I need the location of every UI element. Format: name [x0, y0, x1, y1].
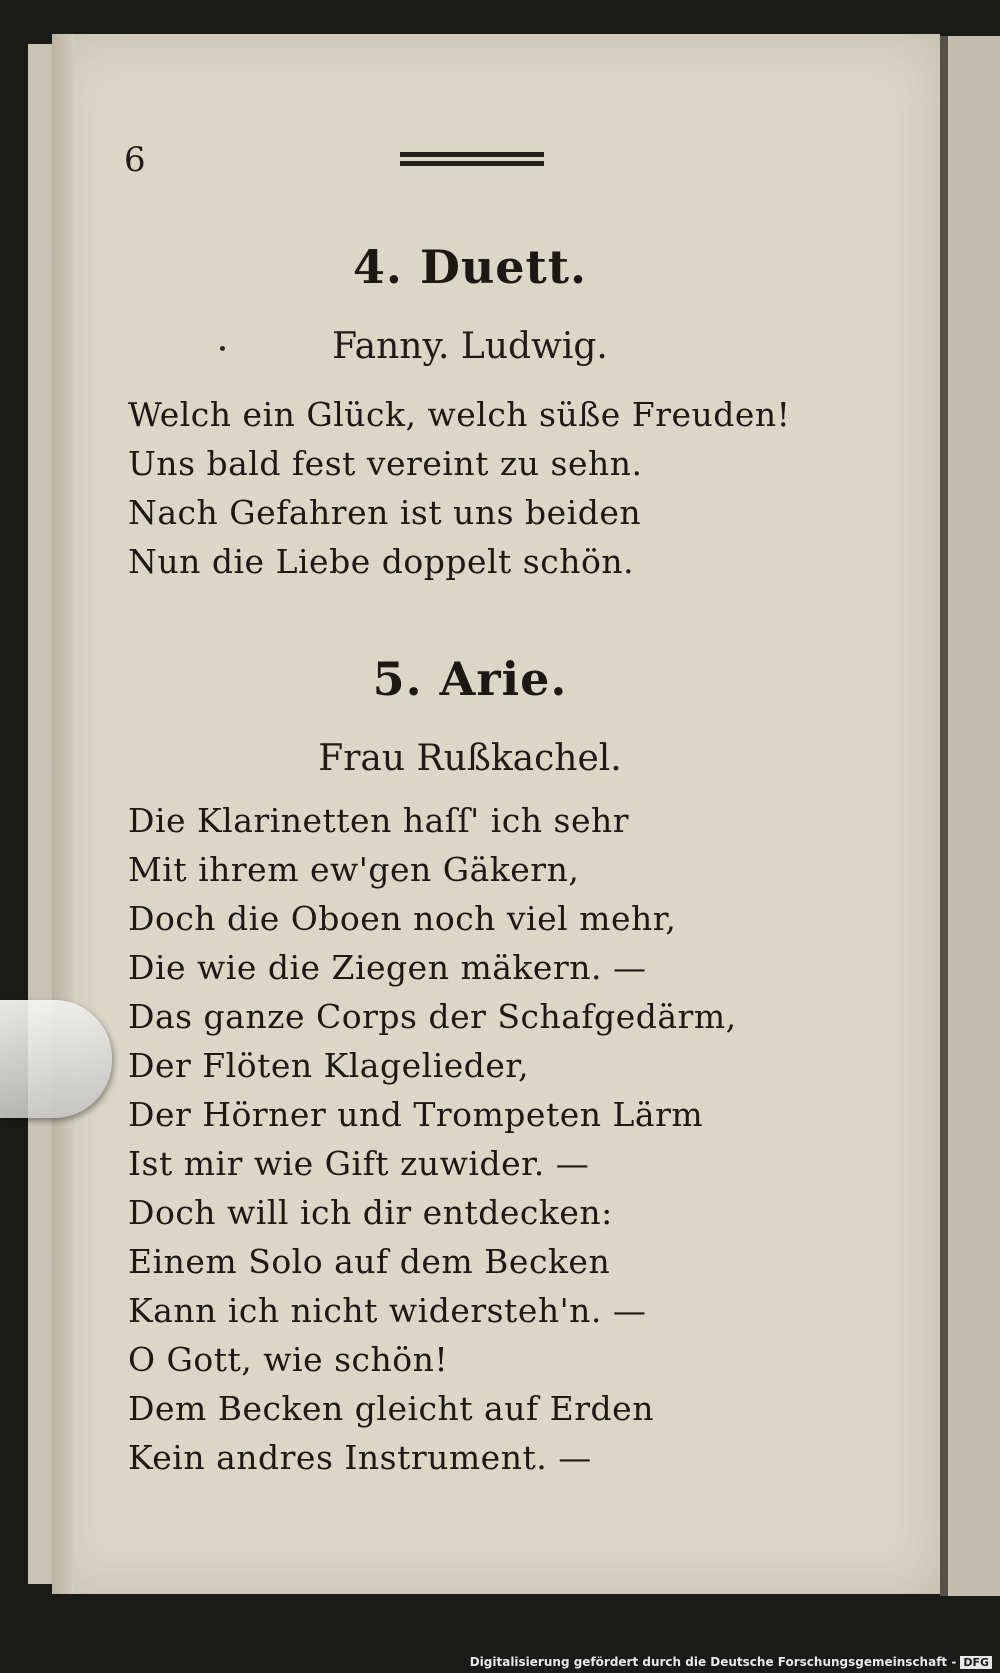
- credit-text: Digitalisierung gefördert durch die Deutsche Forschungsgemeinschaft -: [469, 1655, 957, 1669]
- header-rule-bar: [400, 152, 544, 157]
- verse-line: Dem Becken gleicht auf Erden: [128, 1389, 654, 1428]
- verse-line: Das ganze Corps der Schafgedärm,: [128, 997, 737, 1036]
- header-rule: [400, 152, 544, 168]
- verse-duet: [128, 390, 790, 586]
- verse-aria: [128, 796, 737, 1482]
- adjacent-page-edge: [940, 36, 1000, 1596]
- verse-line: Nun die Liebe doppelt schön.: [128, 542, 635, 581]
- verse-line: Mit ihrem ew'gen Gäkern,: [128, 850, 580, 889]
- verse-line: Kann ich nicht widersteh'n. —: [128, 1291, 647, 1330]
- verse-line: Die Klarinetten haſſ' ich sehr: [128, 801, 630, 840]
- verse-line: Der Flöten Klagelieder,: [128, 1046, 530, 1085]
- section-speaker-duet: Fanny. Ludwig.: [332, 326, 608, 367]
- verse-line: Doch will ich dir entdecken:: [128, 1193, 613, 1232]
- verse-line: Der Hörner und Trompeten Lärm: [128, 1095, 704, 1134]
- section-heading-aria: 5. Arie.: [372, 652, 568, 706]
- verse-line: Kein andres Instrument. —: [128, 1438, 592, 1477]
- verse-line: Ist mir wie Gift zuwider. —: [128, 1144, 590, 1183]
- dfg-logo: DFG: [960, 1656, 992, 1669]
- verse-line: O Gott, wie schön!: [128, 1340, 449, 1379]
- verse-line: Doch die Oboen noch viel mehr,: [128, 899, 677, 938]
- verse-line: Uns bald fest vereint zu sehn.: [128, 444, 643, 483]
- header-rule-bar: [400, 161, 544, 166]
- page-edge-shadow: [940, 36, 948, 1596]
- verse-line: Einem Solo auf dem Becken: [128, 1242, 611, 1281]
- verse-line: Welch ein Glück, welch süße Freuden!: [128, 395, 791, 434]
- digitization-credit: [470, 1655, 992, 1669]
- page-clip: [0, 1000, 112, 1118]
- verse-line: Nach Gefahren ist uns beiden: [128, 493, 642, 532]
- verse-line: Die wie die Ziegen mäkern. —: [128, 948, 647, 987]
- section-heading-duet: 4. Duett.: [352, 240, 588, 294]
- section-speaker-aria: Frau Rußkachel.: [318, 738, 622, 779]
- page-number: 6: [124, 140, 146, 180]
